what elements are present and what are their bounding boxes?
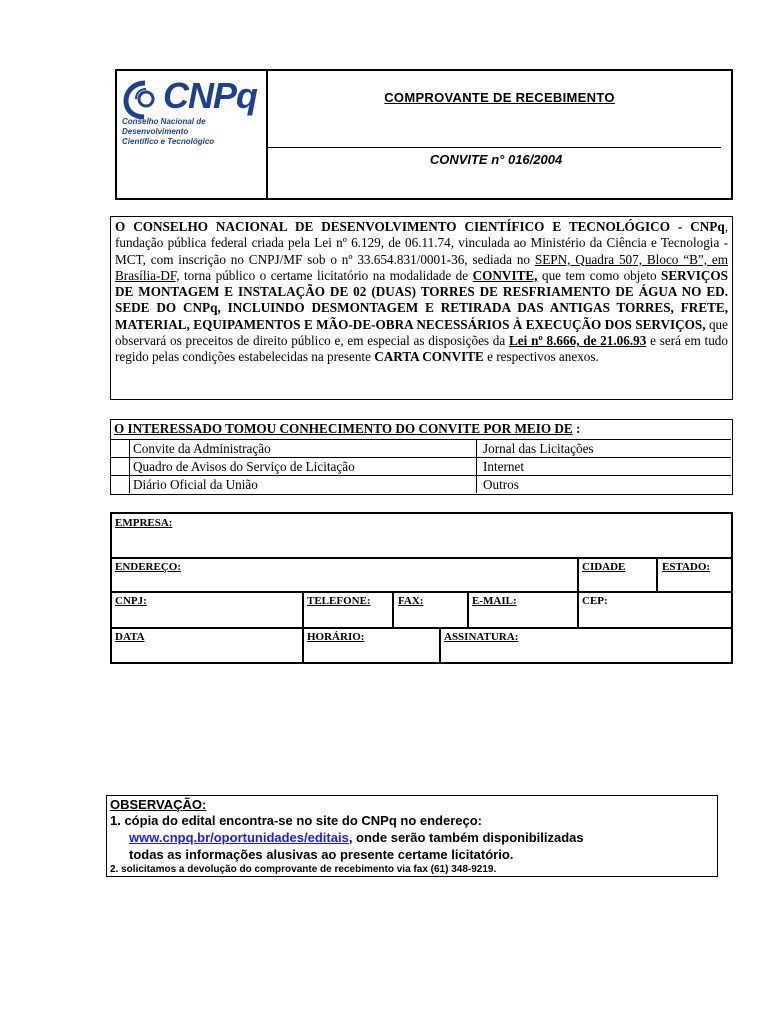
knowledge-title-text: O INTERESSADO TOMOU CONHECIMENTO DO CONVITE POR MEIO DE: [114, 421, 573, 436]
logo-subtitle-line-2: Científico e Tecnológico: [122, 137, 215, 146]
cnpj-label: CNPJ:: [115, 595, 147, 607]
logo-wordmark: CNPq: [163, 75, 257, 116]
intro-address: SEPN, Quadra 507, Bloco “B”, em Brasília-DF,: [115, 251, 729, 283]
intro-carta-convite: CARTA CONVITE: [374, 349, 484, 365]
intro-paragraph: [110, 216, 733, 400]
assinatura-label: ASSINATURA:: [444, 631, 519, 643]
cnpq-emblem-icon: [122, 79, 168, 121]
option-checkbox[interactable]: [111, 457, 129, 475]
cidade-label: CIDADE: [582, 561, 626, 573]
option-checkbox[interactable]: [111, 475, 129, 493]
intro-institution: O CONSELHO NACIONAL DE DESENVOLVIMENTO CIENTÍFICO E TECNOLÓGICO - CNPq: [115, 219, 725, 234]
endereco-label: ENDEREÇO:: [115, 561, 182, 573]
telefone-label: TELEFONE:: [307, 595, 371, 607]
option-outros: Outros: [476, 475, 731, 493]
intro-object: SERVIÇOS DE MONTAGEM E INSTALAÇÃO DE 02 (DUAS) TORRES DE RESFRIAMENTO DE ÁGUA NO ED. SEDE DO CNPq, INCLUINDO DESMONTAGEM E RETIRADA DAS ANTIGAS TORRES, FRETE, MATERIAL, EQUIPAMENTOS E MÃO-DE-OBRA NECESSÁRIOS À EXECUÇÃO DOS SERVIÇOS,: [115, 267, 729, 332]
intro-text-5: e será em tudo regido pelas condições estabelecidas na presente: [115, 333, 728, 365]
observation-line-1: 1. cópia do edital encontra-se no site do CNPq no endereço:: [110, 813, 483, 828]
fax-label: FAX:: [398, 595, 424, 607]
editais-link[interactable]: www.cnpq.br/oportunidades/editais: [129, 830, 349, 845]
knowledge-title: [114, 421, 580, 437]
observation-line-2: [129, 830, 584, 845]
intro-text-6: e respectivos anexos.: [483, 349, 599, 365]
row-divider: [112, 591, 731, 593]
observation-line-4: 2. solicitamos a devolução do comprovante de recebimento via fax (61) 348-9219.: [110, 864, 497, 875]
intro-law: Lei nº 8.666, de 21.06.93: [509, 333, 647, 349]
estado-label: ESTADO:: [662, 561, 711, 573]
row-divider: [112, 557, 731, 559]
cnpq-logo: [117, 71, 268, 198]
option-checkbox[interactable]: [111, 439, 129, 457]
email-label: E-MAIL:: [472, 595, 517, 607]
logo-subtitle-line-1: Conselho Nacional de Desenvolvimento: [122, 117, 206, 136]
company-data-form: [110, 512, 733, 664]
observation-line-2-rest: , onde serão também disponibilizadas: [348, 830, 584, 845]
observation-title: OBSERVAÇÃO:: [110, 797, 207, 812]
option-diario-oficial: Diário Oficial da União: [129, 475, 476, 493]
observation-box: [106, 795, 718, 877]
option-quadro-avisos: Quadro de Avisos do Serviço de Licitação: [129, 457, 476, 475]
cep-label: CEP:: [582, 595, 608, 607]
document-title: COMPROVANTE DE RECEBIMENTO: [384, 90, 615, 105]
document-header: [115, 69, 733, 200]
intro-text-2: torna público o certame licitatório na modalidade de: [179, 267, 473, 283]
convite-number: CONVITE n° 016/2004: [429, 152, 563, 167]
option-internet: Internet: [476, 457, 731, 475]
empresa-label: EMPRESA:: [115, 517, 173, 529]
row-divider: [112, 627, 731, 629]
col-divider: [439, 627, 441, 664]
header-divider: [266, 147, 721, 148]
option-jornal-licitacoes: Jornal das Licitações: [476, 439, 731, 457]
intro-text-1: , fundação pública federal criada pela Lei nº 6.129, de 06.11.74, vinculada ao Ministério da Ciência e Tecnologia - MCT, com inscrição no CNPJ/MF sob o nº 33.654.831/0001-36, sediada no: [115, 219, 728, 267]
col-divider: [577, 591, 579, 627]
intro-text-3: que tem como objeto: [537, 267, 662, 283]
horario-label: HORÁRIO:: [307, 631, 365, 643]
knowledge-section: [110, 419, 733, 495]
intro-text-4: que observará os preceitos de direito público e, em especial as disposições da: [115, 316, 728, 349]
observation-line-3: todas as informações alusivas ao presente certame licitatório.: [129, 847, 514, 862]
option-convite-administracao: Convite da Administração: [129, 439, 476, 457]
data-label: DATA: [115, 631, 145, 643]
col-divider: [577, 557, 579, 591]
col-divider: [467, 591, 469, 627]
col-divider: [656, 557, 658, 591]
knowledge-title-suffix: :: [572, 421, 581, 436]
logo-subtitle: [122, 117, 262, 147]
col-divider: [392, 591, 394, 627]
intro-modality: CONVITE,: [472, 267, 538, 283]
